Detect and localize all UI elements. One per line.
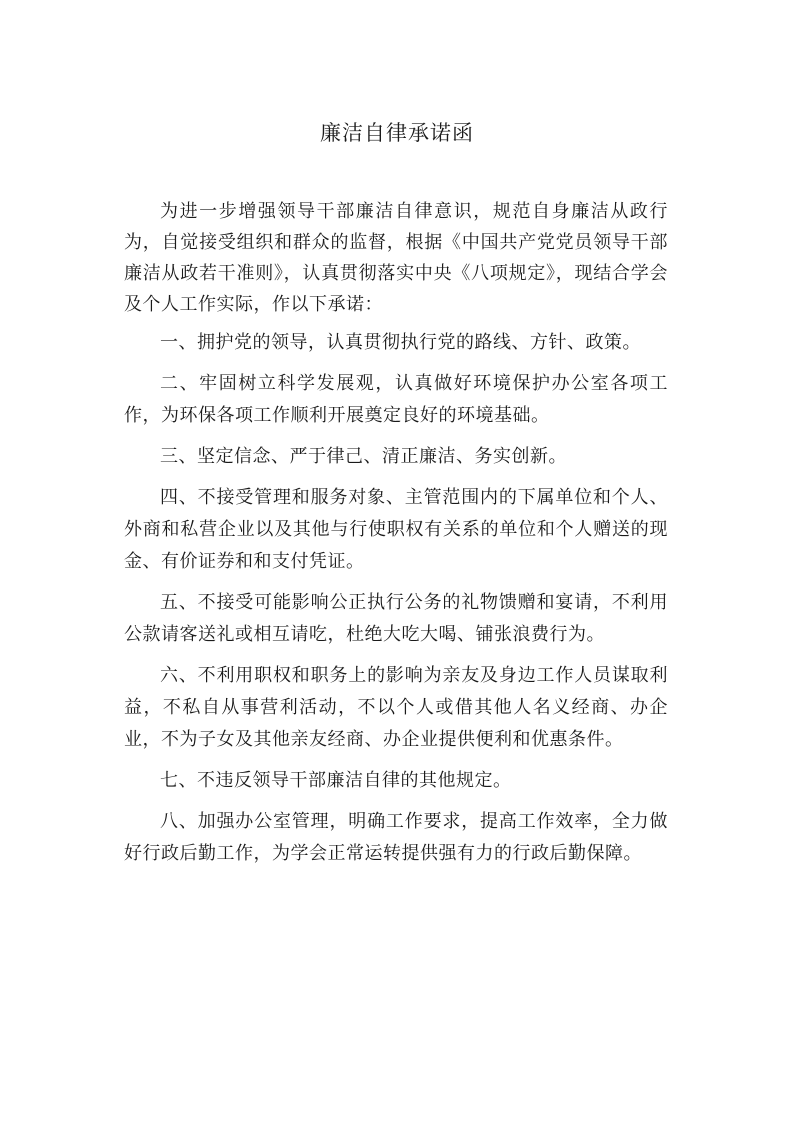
commitment-4: 四、不接受管理和服务对象、主管范围内的下属单位和个人、外商和私营企业以及其他与行使职权有关系的单位和个人赠送的现金、有价证券和和支付凭证。 bbox=[124, 487, 668, 572]
commitment-5: 五、不接受可能影响公正执行公务的礼物馈赠和宴请，不利用公款请客送礼或相互请吃，杜绝大吃大喝、铺张浪费行为。 bbox=[124, 592, 668, 645]
commitment-2: 二、牢固树立科学发展观，认真做好环境保护办公室各项工作，为环保各项工作顺利开展奠定良好的环境基础。 bbox=[124, 373, 668, 426]
commitment-7: 七、不违反领导干部廉洁自律的其他规定。 bbox=[160, 770, 512, 791]
document-body bbox=[124, 196, 668, 870]
intro-paragraph: 为进一步增强领导干部廉洁自律意识，规范自身廉洁从政行为，自觉接受组织和群众的监督，根据《中国共产党党员领导干部廉洁从政若干准则》，认真贯彻落实中央《八项规定》，现结合学会及个人工作实际，作以下承诺： bbox=[124, 201, 668, 315]
commitment-1: 一、拥护党的领导，认真贯彻执行党的路线、方针、政策。 bbox=[160, 332, 641, 353]
commitment-6: 六、不利用职权和职务上的影响为亲友及身边工作人员谋取利益，不私自从事营利活动，不以个人或借其他人名义经商、办企业，不为子女及其他亲友经商、办企业提供便利和优惠条件。 bbox=[124, 665, 668, 750]
commitment-8: 八、加强办公室管理，明确工作要求，提高工作效率，全力做好行政后勤工作，为学会正常运转提供强有力的行政后勤保障。 bbox=[124, 811, 668, 864]
commitment-3: 三、坚定信念、严于律己、清正廉洁、务实创新。 bbox=[160, 446, 567, 467]
document-title: 廉洁自律承诺函 bbox=[320, 121, 474, 145]
